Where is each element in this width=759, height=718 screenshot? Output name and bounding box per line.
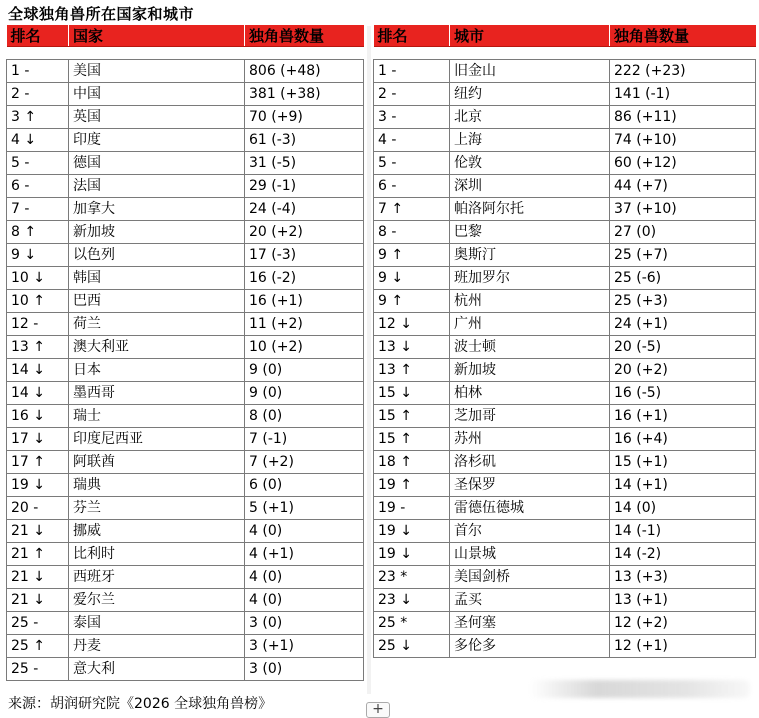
rank-cell: 3 ↑ [7,106,69,129]
city-cell: 多伦多 [450,635,610,658]
city-cell: 雷德伍德城 [450,497,610,520]
city-cell: 首尔 [450,520,610,543]
rank-cell: 6 - [374,175,450,198]
rank-cell: 6 - [7,175,69,198]
city-cell: 纽约 [450,83,610,106]
count-cell: 60 (+12) [610,152,756,175]
table-row [7,451,364,474]
table-row [7,359,364,382]
rank-cell: 13 ↑ [374,359,450,382]
table-row [374,290,756,313]
count-cell: 6 (0) [245,474,364,497]
table-row [7,336,364,359]
table-row [374,267,756,290]
table-row [374,313,756,336]
count-cell: 8 (0) [245,405,364,428]
rank-cell: 25 - [7,658,69,681]
city-cell: 旧金山 [450,60,610,83]
count-cell: 29 (-1) [245,175,364,198]
table-row [374,543,756,566]
table-row [374,474,756,497]
rank-cell: 19 ↓ [374,543,450,566]
count-cell: 25 (+3) [610,290,756,313]
count-cell: 16 (+4) [610,428,756,451]
count-cell: 16 (-5) [610,382,756,405]
rank-cell: 1 - [374,60,450,83]
rank-cell: 7 ↑ [374,198,450,221]
table-row [7,589,364,612]
country-cell: 以色列 [69,244,245,267]
table-row [374,405,756,428]
country-cell: 爱尔兰 [69,589,245,612]
rank-cell: 4 - [374,129,450,152]
table-row [7,267,364,290]
rank-cell: 8 - [374,221,450,244]
city-cell: 奥斯汀 [450,244,610,267]
rank-cell: 25 * [374,612,450,635]
cities-table [373,25,756,658]
count-cell: 24 (+1) [610,313,756,336]
table-row [7,60,364,83]
table-row [7,106,364,129]
city-cell: 北京 [450,106,610,129]
rank-cell: 9 ↑ [374,244,450,267]
count-cell: 806 (+48) [245,60,364,83]
rank-cell: 1 - [7,60,69,83]
country-cell: 泰国 [69,612,245,635]
rank-cell: 9 ↓ [7,244,69,267]
count-cell: 20 (-5) [610,336,756,359]
header-city: 城市 [450,25,610,47]
column-divider [367,26,371,694]
count-cell: 13 (+3) [610,566,756,589]
city-cell: 苏州 [450,428,610,451]
country-cell: 新加坡 [69,221,245,244]
header-rank: 排名 [7,25,69,47]
page-title: 全球独角兽所在国家和城市 [8,5,195,23]
rank-cell: 16 ↓ [7,405,69,428]
city-cell: 山景城 [450,543,610,566]
count-cell: 61 (-3) [245,129,364,152]
city-cell: 柏林 [450,382,610,405]
source-note: 来源：胡润研究院《2026 全球独角兽榜》 [8,696,273,712]
table-row [374,359,756,382]
rank-cell: 21 ↓ [7,566,69,589]
count-cell: 12 (+2) [610,612,756,635]
header-country: 国家 [69,25,245,47]
count-cell: 4 (0) [245,589,364,612]
country-cell: 瑞士 [69,405,245,428]
table-row [7,175,364,198]
city-cell: 孟买 [450,589,610,612]
country-cell: 印度尼西亚 [69,428,245,451]
rank-cell: 19 - [374,497,450,520]
country-cell: 瑞典 [69,474,245,497]
count-cell: 9 (0) [245,382,364,405]
count-cell: 11 (+2) [245,313,364,336]
table-row [374,198,756,221]
count-cell: 4 (0) [245,520,364,543]
count-cell: 14 (-2) [610,543,756,566]
rank-cell: 18 ↑ [374,451,450,474]
country-cell: 西班牙 [69,566,245,589]
table-row [7,543,364,566]
country-cell: 比利时 [69,543,245,566]
table-row [7,612,364,635]
count-cell: 20 (+2) [245,221,364,244]
city-cell: 新加坡 [450,359,610,382]
country-cell: 中国 [69,83,245,106]
table-row [374,520,756,543]
rank-cell: 2 - [7,83,69,106]
count-cell: 7 (+2) [245,451,364,474]
count-cell: 16 (+1) [245,290,364,313]
table-row [7,129,364,152]
table-row [7,566,364,589]
country-cell: 韩国 [69,267,245,290]
header-rank: 排名 [374,25,450,47]
count-cell: 10 (+2) [245,336,364,359]
city-cell: 班加罗尔 [450,267,610,290]
rank-cell: 10 ↓ [7,267,69,290]
countries-header-row [7,25,364,47]
country-cell: 印度 [69,129,245,152]
rank-cell: 23 * [374,566,450,589]
count-cell: 4 (0) [245,566,364,589]
table-row [7,313,364,336]
table-row [374,382,756,405]
cities-body [374,60,756,658]
rank-cell: 15 ↑ [374,405,450,428]
add-button[interactable]: + [366,702,390,718]
count-cell: 86 (+11) [610,106,756,129]
count-cell: 3 (0) [245,612,364,635]
count-cell: 37 (+10) [610,198,756,221]
country-cell: 英国 [69,106,245,129]
table-row [374,497,756,520]
city-cell: 美国剑桥 [450,566,610,589]
rank-cell: 13 ↓ [374,336,450,359]
table-row [7,658,364,681]
count-cell: 5 (+1) [245,497,364,520]
table-row [7,244,364,267]
count-cell: 12 (+1) [610,635,756,658]
table-row [374,612,756,635]
rank-cell: 9 ↑ [374,290,450,313]
count-cell: 14 (0) [610,497,756,520]
count-cell: 25 (+7) [610,244,756,267]
table-row [374,83,756,106]
city-cell: 圣保罗 [450,474,610,497]
rank-cell: 21 ↓ [7,520,69,543]
rank-cell: 5 - [7,152,69,175]
table-row [7,474,364,497]
rank-cell: 17 ↑ [7,451,69,474]
header-count: 独角兽数量 [245,25,364,47]
country-cell: 荷兰 [69,313,245,336]
count-cell: 3 (+1) [245,635,364,658]
country-cell: 墨西哥 [69,382,245,405]
country-cell: 法国 [69,175,245,198]
country-cell: 日本 [69,359,245,382]
table-row [374,428,756,451]
table-row [374,589,756,612]
city-cell: 圣何塞 [450,612,610,635]
count-cell: 27 (0) [610,221,756,244]
country-cell: 加拿大 [69,198,245,221]
rank-cell: 5 - [374,152,450,175]
table-row [374,60,756,83]
rank-cell: 21 ↓ [7,589,69,612]
table-row [7,635,364,658]
city-cell: 伦敦 [450,152,610,175]
rank-cell: 20 - [7,497,69,520]
count-cell: 14 (+1) [610,474,756,497]
rank-cell: 14 ↓ [7,359,69,382]
count-cell: 74 (+10) [610,129,756,152]
rank-cell: 17 ↓ [7,428,69,451]
cities-header-row [374,25,756,47]
city-cell: 杭州 [450,290,610,313]
rank-cell: 2 - [374,83,450,106]
rank-cell: 23 ↓ [374,589,450,612]
table-row [7,290,364,313]
rank-cell: 21 ↑ [7,543,69,566]
table-row [7,198,364,221]
rank-cell: 3 - [374,106,450,129]
count-cell: 9 (0) [245,359,364,382]
countries-table [6,25,364,681]
count-cell: 141 (-1) [610,83,756,106]
country-cell: 德国 [69,152,245,175]
count-cell: 13 (+1) [610,589,756,612]
rank-cell: 8 ↑ [7,221,69,244]
count-cell: 7 (-1) [245,428,364,451]
table-row [7,497,364,520]
rank-cell: 25 - [7,612,69,635]
rank-cell: 15 ↓ [374,382,450,405]
rank-cell: 9 ↓ [374,267,450,290]
count-cell: 381 (+38) [245,83,364,106]
rank-cell: 13 ↑ [7,336,69,359]
rank-cell: 25 ↑ [7,635,69,658]
rank-cell: 4 ↓ [7,129,69,152]
count-cell: 20 (+2) [610,359,756,382]
table-row [7,152,364,175]
city-cell: 波士顿 [450,336,610,359]
country-cell: 意大利 [69,658,245,681]
country-cell: 澳大利亚 [69,336,245,359]
count-cell: 16 (+1) [610,405,756,428]
rank-cell: 19 ↓ [374,520,450,543]
table-row [374,106,756,129]
country-cell: 芬兰 [69,497,245,520]
count-cell: 222 (+23) [610,60,756,83]
rank-cell: 19 ↓ [7,474,69,497]
city-cell: 广州 [450,313,610,336]
city-cell: 帕洛阿尔托 [450,198,610,221]
rank-cell: 15 ↑ [374,428,450,451]
count-cell: 24 (-4) [245,198,364,221]
table-row [7,382,364,405]
count-cell: 4 (+1) [245,543,364,566]
city-cell: 巴黎 [450,221,610,244]
count-cell: 31 (-5) [245,152,364,175]
table-row [374,175,756,198]
rank-cell: 12 - [7,313,69,336]
count-cell: 3 (0) [245,658,364,681]
watermark-blur [530,680,750,698]
table-row [7,520,364,543]
rank-cell: 12 ↓ [374,313,450,336]
table-row [374,152,756,175]
header-count: 独角兽数量 [610,25,756,47]
table-row [7,83,364,106]
table-row [374,451,756,474]
city-cell: 洛杉矶 [450,451,610,474]
count-cell: 44 (+7) [610,175,756,198]
countries-body [7,60,364,681]
table-row [7,221,364,244]
country-cell: 挪威 [69,520,245,543]
count-cell: 70 (+9) [245,106,364,129]
count-cell: 17 (-3) [245,244,364,267]
country-cell: 阿联酋 [69,451,245,474]
country-cell: 美国 [69,60,245,83]
count-cell: 15 (+1) [610,451,756,474]
rank-cell: 14 ↓ [7,382,69,405]
country-cell: 巴西 [69,290,245,313]
table-row [374,635,756,658]
rank-cell: 19 ↑ [374,474,450,497]
table-row [374,129,756,152]
rank-cell: 10 ↑ [7,290,69,313]
table-row [374,244,756,267]
rank-cell: 7 - [7,198,69,221]
city-cell: 深圳 [450,175,610,198]
city-cell: 芝加哥 [450,405,610,428]
table-row [374,221,756,244]
table-row [374,566,756,589]
city-cell: 上海 [450,129,610,152]
table-row [374,336,756,359]
country-cell: 丹麦 [69,635,245,658]
count-cell: 25 (-6) [610,267,756,290]
count-cell: 14 (-1) [610,520,756,543]
table-row [7,428,364,451]
rank-cell: 25 ↓ [374,635,450,658]
count-cell: 16 (-2) [245,267,364,290]
table-row [7,405,364,428]
